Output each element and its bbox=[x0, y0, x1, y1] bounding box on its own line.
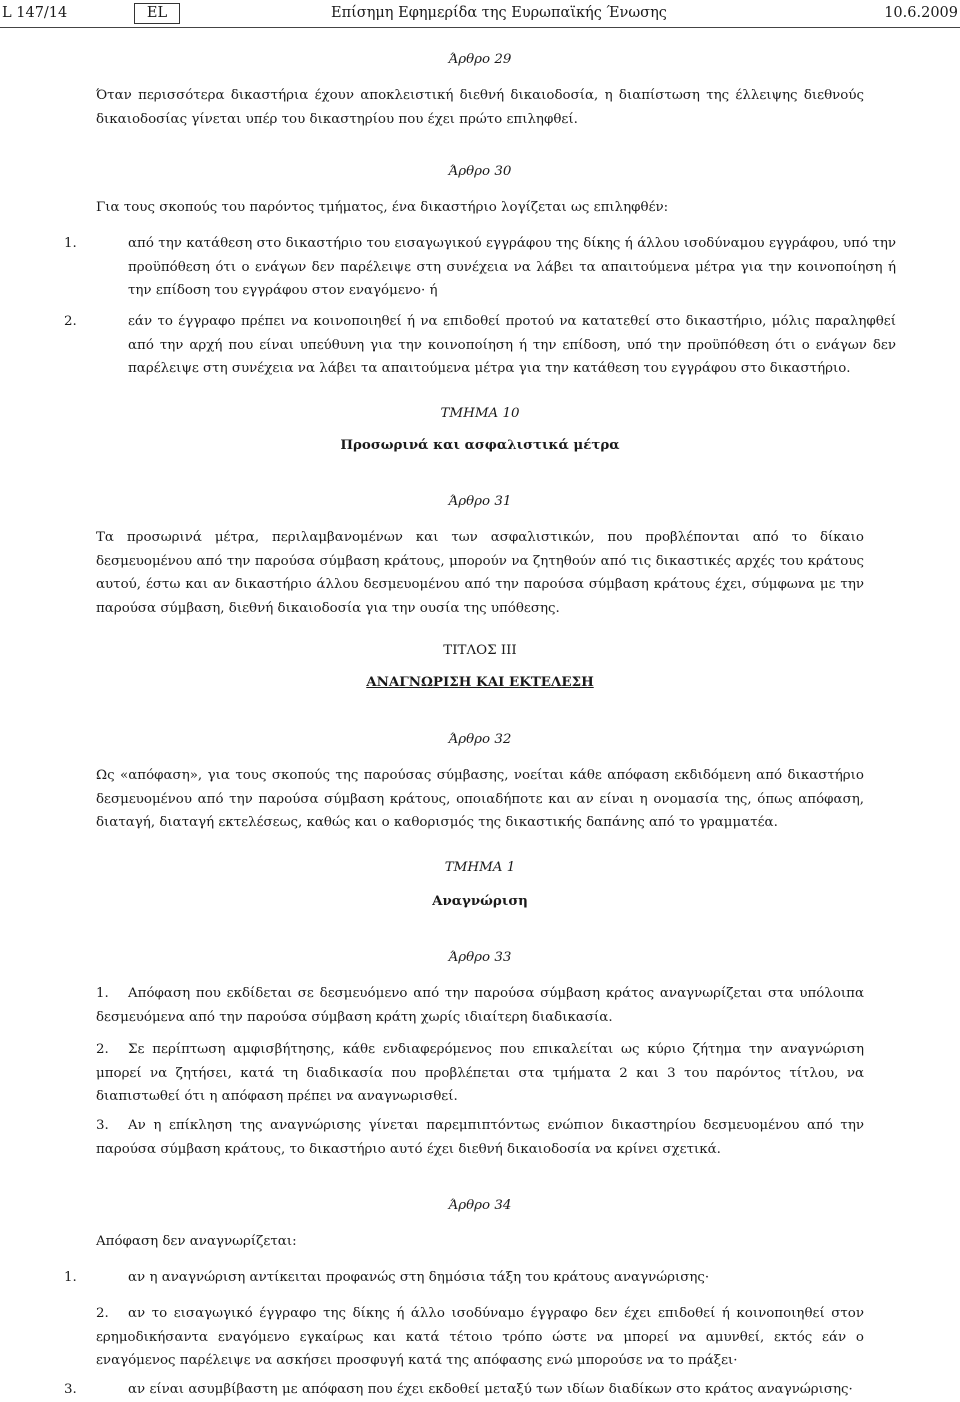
article-33-paragraph: 3. Αν η επίκληση της αναγνώρισης γίνεται παρεμπιπτόντως ενώπιον δικαστηρίου δεσμευομένου από την παρούσα σύμβαση κράτους, το δικαστήριο αυτό έχει διεθνή δικαιοδοσία να κρίνει σχετικά. bbox=[96, 1118, 864, 1157]
article-30-item: 2. εάν το έγγραφο πρέπει να κοινοποιηθεί ή να επιδοθεί προτού να κατατεθεί στο δικαστήριο, μόλις παραληφθεί από την αρχή που είναι υπεύθυνη για την κοινοποίηση ή την επίδοση, υπό την προϋπόθεση ότι ο ενάγων δεν παρέλειψε στη συνέχεια να λάβει τα απαιτούμενα μέτρα για την κατάθεση του εγγράφου στο δικαστήριο. bbox=[64, 314, 896, 377]
article-30-item: 1. από την κατάθεση στο δικαστήριο του εισαγωγικού εγγράφου της δίκης ή άλλου ισοδύναμου εγγράφου, υπό την προϋπόθεση ότι ο ενάγων δεν παρέλειψε στη συνέχεια να λάβει τα απαιτούμενα μέτρα για την κοινοποίηση ή την επίδοση του εγγράφου στον εναγόμενο· ή bbox=[64, 236, 896, 299]
publication-date: 10.6.2009 bbox=[884, 5, 958, 21]
article-34-intro: Απόφαση δεν αναγνωρίζεται: bbox=[96, 1234, 297, 1249]
article-33-paragraph: 1. Απόφαση που εκδίδεται σε δεσμευόμενο από την παρούσα σύμβαση κράτος αναγνωρίζεται στα υπόλοιπα δεσμευόμενα από την παρούσα σύμβαση κράτη χωρίς ιδιαίτερη διαδικασία. bbox=[96, 986, 864, 1025]
article-34-item: 3. αν είναι ασυμβίβαστη με απόφαση που έχει εκδοθεί μεταξύ των ιδίων διαδίκων στο κράτος αναγνώρισης· bbox=[64, 1382, 853, 1397]
section-1-label: ΤΜΗΜΑ 1 bbox=[444, 860, 516, 875]
title-3-label: ΤΙΤΛΟΣ III bbox=[443, 643, 517, 658]
article-34-item: 2. αν το εισαγωγικό έγγραφο της δίκης ή άλλο ισοδύναμο έγγραφο δεν έχει επιδοθεί ή κοινοποιηθεί στον ερημοδικήσαντα εναγόμενο εγκαίρως και κατά τέτοιο τρόπο ώστε να μπορεί να αμυνθεί, εκτός εάν ο εναγόμενος παρέλειψε να ασκήσει προσφυγή κατά της απόφασης ενώ μπορούσε να το πράξει· bbox=[96, 1306, 864, 1369]
article-34-title: Άρθρο 34 bbox=[448, 1198, 512, 1213]
language-badge: EL bbox=[134, 3, 180, 24]
article-33-title: Άρθρο 33 bbox=[448, 950, 512, 965]
article-30-title: Άρθρο 30 bbox=[448, 164, 512, 179]
article-32-text: Ως «απόφαση», για τους σκοπούς της παρούσας σύμβασης, νοείται κάθε απόφαση εκδιδόμενη από δικαστήριο δεσμευομένου από την παρούσα σύμβαση κράτους, οποιαδήποτε και αν είναι η ονομασία της, όπως απόφαση, διαταγή, διαταγή εκτελέσεως, καθώς και ο καθορισμός της δικαστικής δαπάνης από το γραμματέα. bbox=[96, 768, 864, 831]
article-31-title: Άρθρο 31 bbox=[448, 494, 512, 509]
section-10-label: ΤΜΗΜΑ 10 bbox=[440, 406, 520, 421]
article-30-intro: Για τους σκοπούς του παρόντος τμήματος, ένα δικαστήριο λογίζεται ως επιληφθέν: bbox=[96, 200, 669, 215]
article-29-text: Όταν περισσότερα δικαστήρια έχουν αποκλειστική διεθνή δικαιοδοσία, η διαπίστωση της έλλειψης διεθνούς δικαιοδοσίας γίνεται υπέρ του δικαστηρίου που έχει πρώτο επιληφθεί. bbox=[96, 88, 864, 127]
section-1-title: Αναγνώριση bbox=[432, 893, 528, 909]
title-3-heading: ΑΝΑΓΝΩΡΙΣΗ ΚΑΙ ΕΚΤΕΛΕΣΗ bbox=[366, 674, 594, 690]
journal-title: Επίσημη Εφημερίδα της Ευρωπαϊκής Ένωσης bbox=[331, 5, 667, 21]
header-rule bbox=[0, 27, 960, 28]
article-34-item: 1. αν η αναγνώριση αντίκειται προφανώς στη δημόσια τάξη του κράτους αναγνώρισης· bbox=[64, 1270, 710, 1285]
page-reference: L 147/14 bbox=[2, 5, 68, 21]
article-31-text: Τα προσωρινά μέτρα, περιλαμβανομένων και των ασφαλιστικών, που προβλέπονται από το δίκαιο δεσμευομένου από την παρούσα σύμβαση κράτους, μπορούν να ζητηθούν από τις δικαστικές αρχές του κράτους αυτού, έστω και αν δικαστήριο άλλου δεσμευομένου από την παρούσα σύμβαση κράτους έχει, σύμφωνα με την παρούσα σύμβαση, διεθνή δικαιοδοσία για την ουσία της υπόθεσης. bbox=[96, 530, 864, 616]
article-32-title: Άρθρο 32 bbox=[448, 732, 512, 747]
article-29-title: Άρθρο 29 bbox=[448, 52, 512, 67]
article-33-paragraph: 2. Σε περίπτωση αμφισβήτησης, κάθε ενδιαφερόμενος που επικαλείται ως κύριο ζήτημα την αναγνώριση μπορεί να ζητήσει, κατά τη διαδικασία που προβλέπεται στα τμήματα 2 και 3 του παρόντος τίτλου, να διαπιστωθεί ότι η απόφαση πρέπει να αναγνωρισθεί. bbox=[96, 1042, 864, 1105]
section-10-title: Προσωρινά και ασφαλιστικά μέτρα bbox=[340, 437, 620, 453]
page-header bbox=[0, 0, 960, 26]
